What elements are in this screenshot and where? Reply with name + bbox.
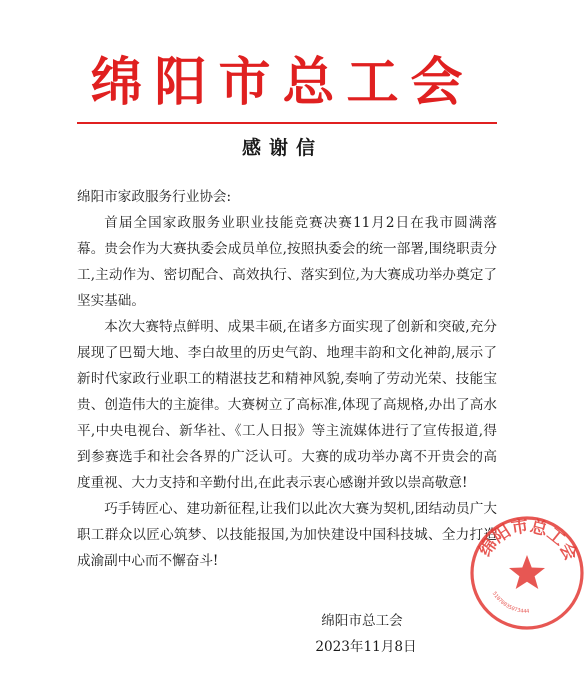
- seal-name-path: 绵阳市总工会: [475, 516, 581, 564]
- letter-body: [77, 184, 497, 574]
- letter-salutation: 绵阳市家政服务行业协会:: [77, 189, 232, 205]
- letterhead-title: 绵阳市总工会: [90, 53, 475, 113]
- signature-organization: 绵阳市总工会: [321, 613, 403, 629]
- seal-star-icon: [509, 555, 545, 589]
- letter-title: 感谢信: [241, 137, 323, 159]
- letterhead-rule: [77, 122, 497, 124]
- letter-paragraph: 首届全国家政服务业职业技能竞赛决赛11月2日在我市圆满落幕。贵会作为大赛执委会成员单位,按照执委会的统一部署,围绕职责分工,主动作为、密切配合、高效执行、落实到位,为大赛成功举办奠定了坚实基础。: [77, 215, 497, 309]
- signature-date: 2023年11月8日: [315, 639, 417, 655]
- letter-paragraph: 本次大赛特点鲜明、成果丰硕,在诸多方面实现了创新和突破,充分展现了巴蜀大地、李白故里的历史气韵、地理丰韵和文化神韵,展示了新时代家政行业职工的精湛技艺和精神风貌,奏响了劳动光荣、技能宝贵、创造伟大的主旋律。大赛树立了高标准,体现了高规格,办出了高水平,中央电视台、新华社、《工人日报》等主流媒体进行了宣传报道,得到参赛选手和社会各界的广泛认可。大赛的成功举办离不开贵会的高度重视、大力支持和辛勤付出,在此表示衷心感谢并致以崇高敬意!: [77, 319, 497, 491]
- official-seal: [468, 514, 586, 632]
- letter-paragraph: 巧手铸匠心、建功新征程,让我们以此次大赛为契机,团结动员广大职工群众以匠心筑梦、以技能报国,为加快建设中国科技城、全力打造成渝副中心而不懈奋斗!: [77, 501, 497, 569]
- seal-name-text: [475, 515, 582, 564]
- seal-serial-path: 51070035073444: [490, 590, 530, 615]
- seal-serial-text: [491, 591, 530, 615]
